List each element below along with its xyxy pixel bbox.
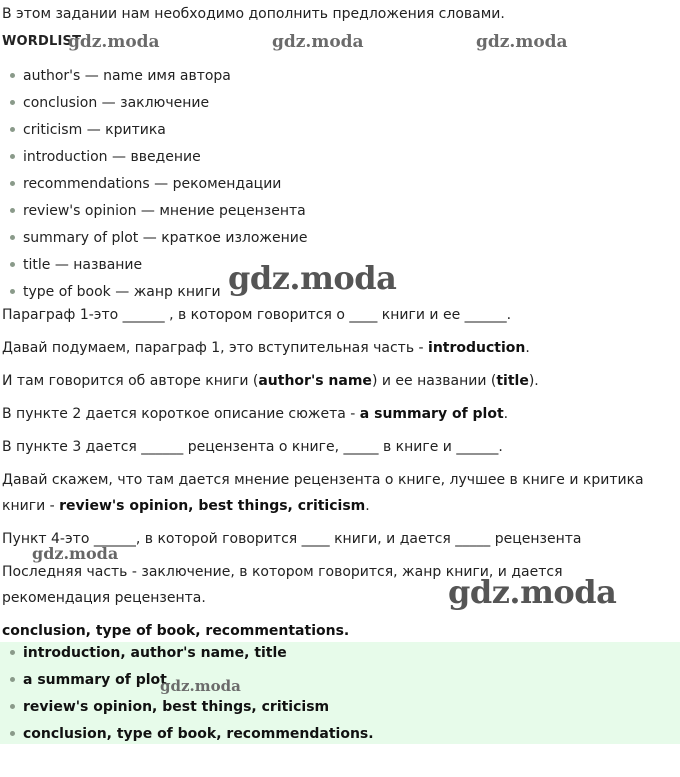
paragraph-3: И там говорится об авторе книги (author's name) и ее названии (title). (2, 373, 539, 389)
paragraph-6-line-2: книги - review's opinion, best things, criticism. (2, 498, 370, 514)
intro-text: В этом задании нам необходимо дополнить предложения словами. (2, 6, 505, 22)
bullet-icon (10, 289, 15, 294)
bullet-icon (10, 100, 15, 105)
watermark: gdz.moda (32, 544, 119, 563)
answer-item: conclusion, type of book, recommendations. (10, 724, 374, 744)
paragraph-1: Параграф 1-это ______ , в котором говорится о ____ книги и ее ______. (2, 307, 512, 323)
paragraph-5: В пункте 3 дается ______ рецензента о книге, _____ в книге и ______. (2, 439, 503, 455)
list-item: summary of plot — краткое изложение (10, 228, 308, 248)
answer-item: review's opinion, best things, criticism (10, 697, 329, 717)
watermark: gdz.moda (272, 32, 364, 52)
bullet-icon (10, 731, 15, 736)
list-item: introduction — введение (10, 147, 201, 167)
watermark: gdz.moda (68, 32, 160, 52)
bullet-icon (10, 181, 15, 186)
bullet-icon (10, 650, 15, 655)
answer-term: review's opinion, best things, criticism (59, 498, 366, 514)
paragraph-4: В пункте 2 дается короткое описание сюжета - a summary of plot. (2, 406, 509, 422)
bullet-icon (10, 154, 15, 159)
bullet-icon (10, 73, 15, 78)
list-item: title — название (10, 255, 142, 275)
bullet-icon (10, 262, 15, 267)
list-item: author's — name имя автора (10, 66, 231, 86)
paragraph-7: Пункт 4-это ______, в которой говорится ____ книги, и дается _____ рецензента (2, 531, 582, 547)
bullet-icon (10, 208, 15, 213)
watermark: gdz.moda (228, 259, 397, 297)
answer-term: author's name (258, 373, 372, 389)
list-item: criticism — критика (10, 120, 166, 140)
list-item: type of book — жанр книги (10, 282, 221, 302)
wordlist-heading: WORDLIST (2, 34, 82, 49)
paragraph-8-line-2: рекомендация рецензента. (2, 590, 206, 606)
paragraph-8-line-1: Последняя часть - заключение, в котором говорится, жанр книги, и дается (2, 564, 563, 580)
answer-item: introduction, author's name, title (10, 643, 287, 663)
answer-term: introduction (428, 340, 526, 356)
bullet-icon (10, 677, 15, 682)
watermark: gdz.moda (448, 573, 617, 611)
list-item: review's opinion — мнение рецензента (10, 201, 306, 221)
list-item: recommendations — рекомендации (10, 174, 281, 194)
paragraph-6-line-1: Давай скажем, что там дается мнение рецензента о книге, лучшее в книге и критика (2, 472, 644, 488)
bullet-icon (10, 704, 15, 709)
watermark: gdz.moda (160, 677, 241, 695)
answer-term: title (496, 373, 529, 389)
bullet-icon (10, 127, 15, 132)
paragraph-2: Давай подумаем, параграф 1, это вступительная часть - introduction. (2, 340, 530, 356)
answer-term: conclusion, type of book, recommentations. (2, 623, 350, 639)
bullet-icon (10, 235, 15, 240)
answer-item: a summary of plot (10, 670, 167, 690)
answer-term: a summary of plot (359, 406, 504, 422)
list-item: conclusion — заключение (10, 93, 209, 113)
answer-box (0, 642, 680, 744)
watermark: gdz.moda (476, 32, 568, 52)
paragraph-9 (2, 621, 349, 641)
